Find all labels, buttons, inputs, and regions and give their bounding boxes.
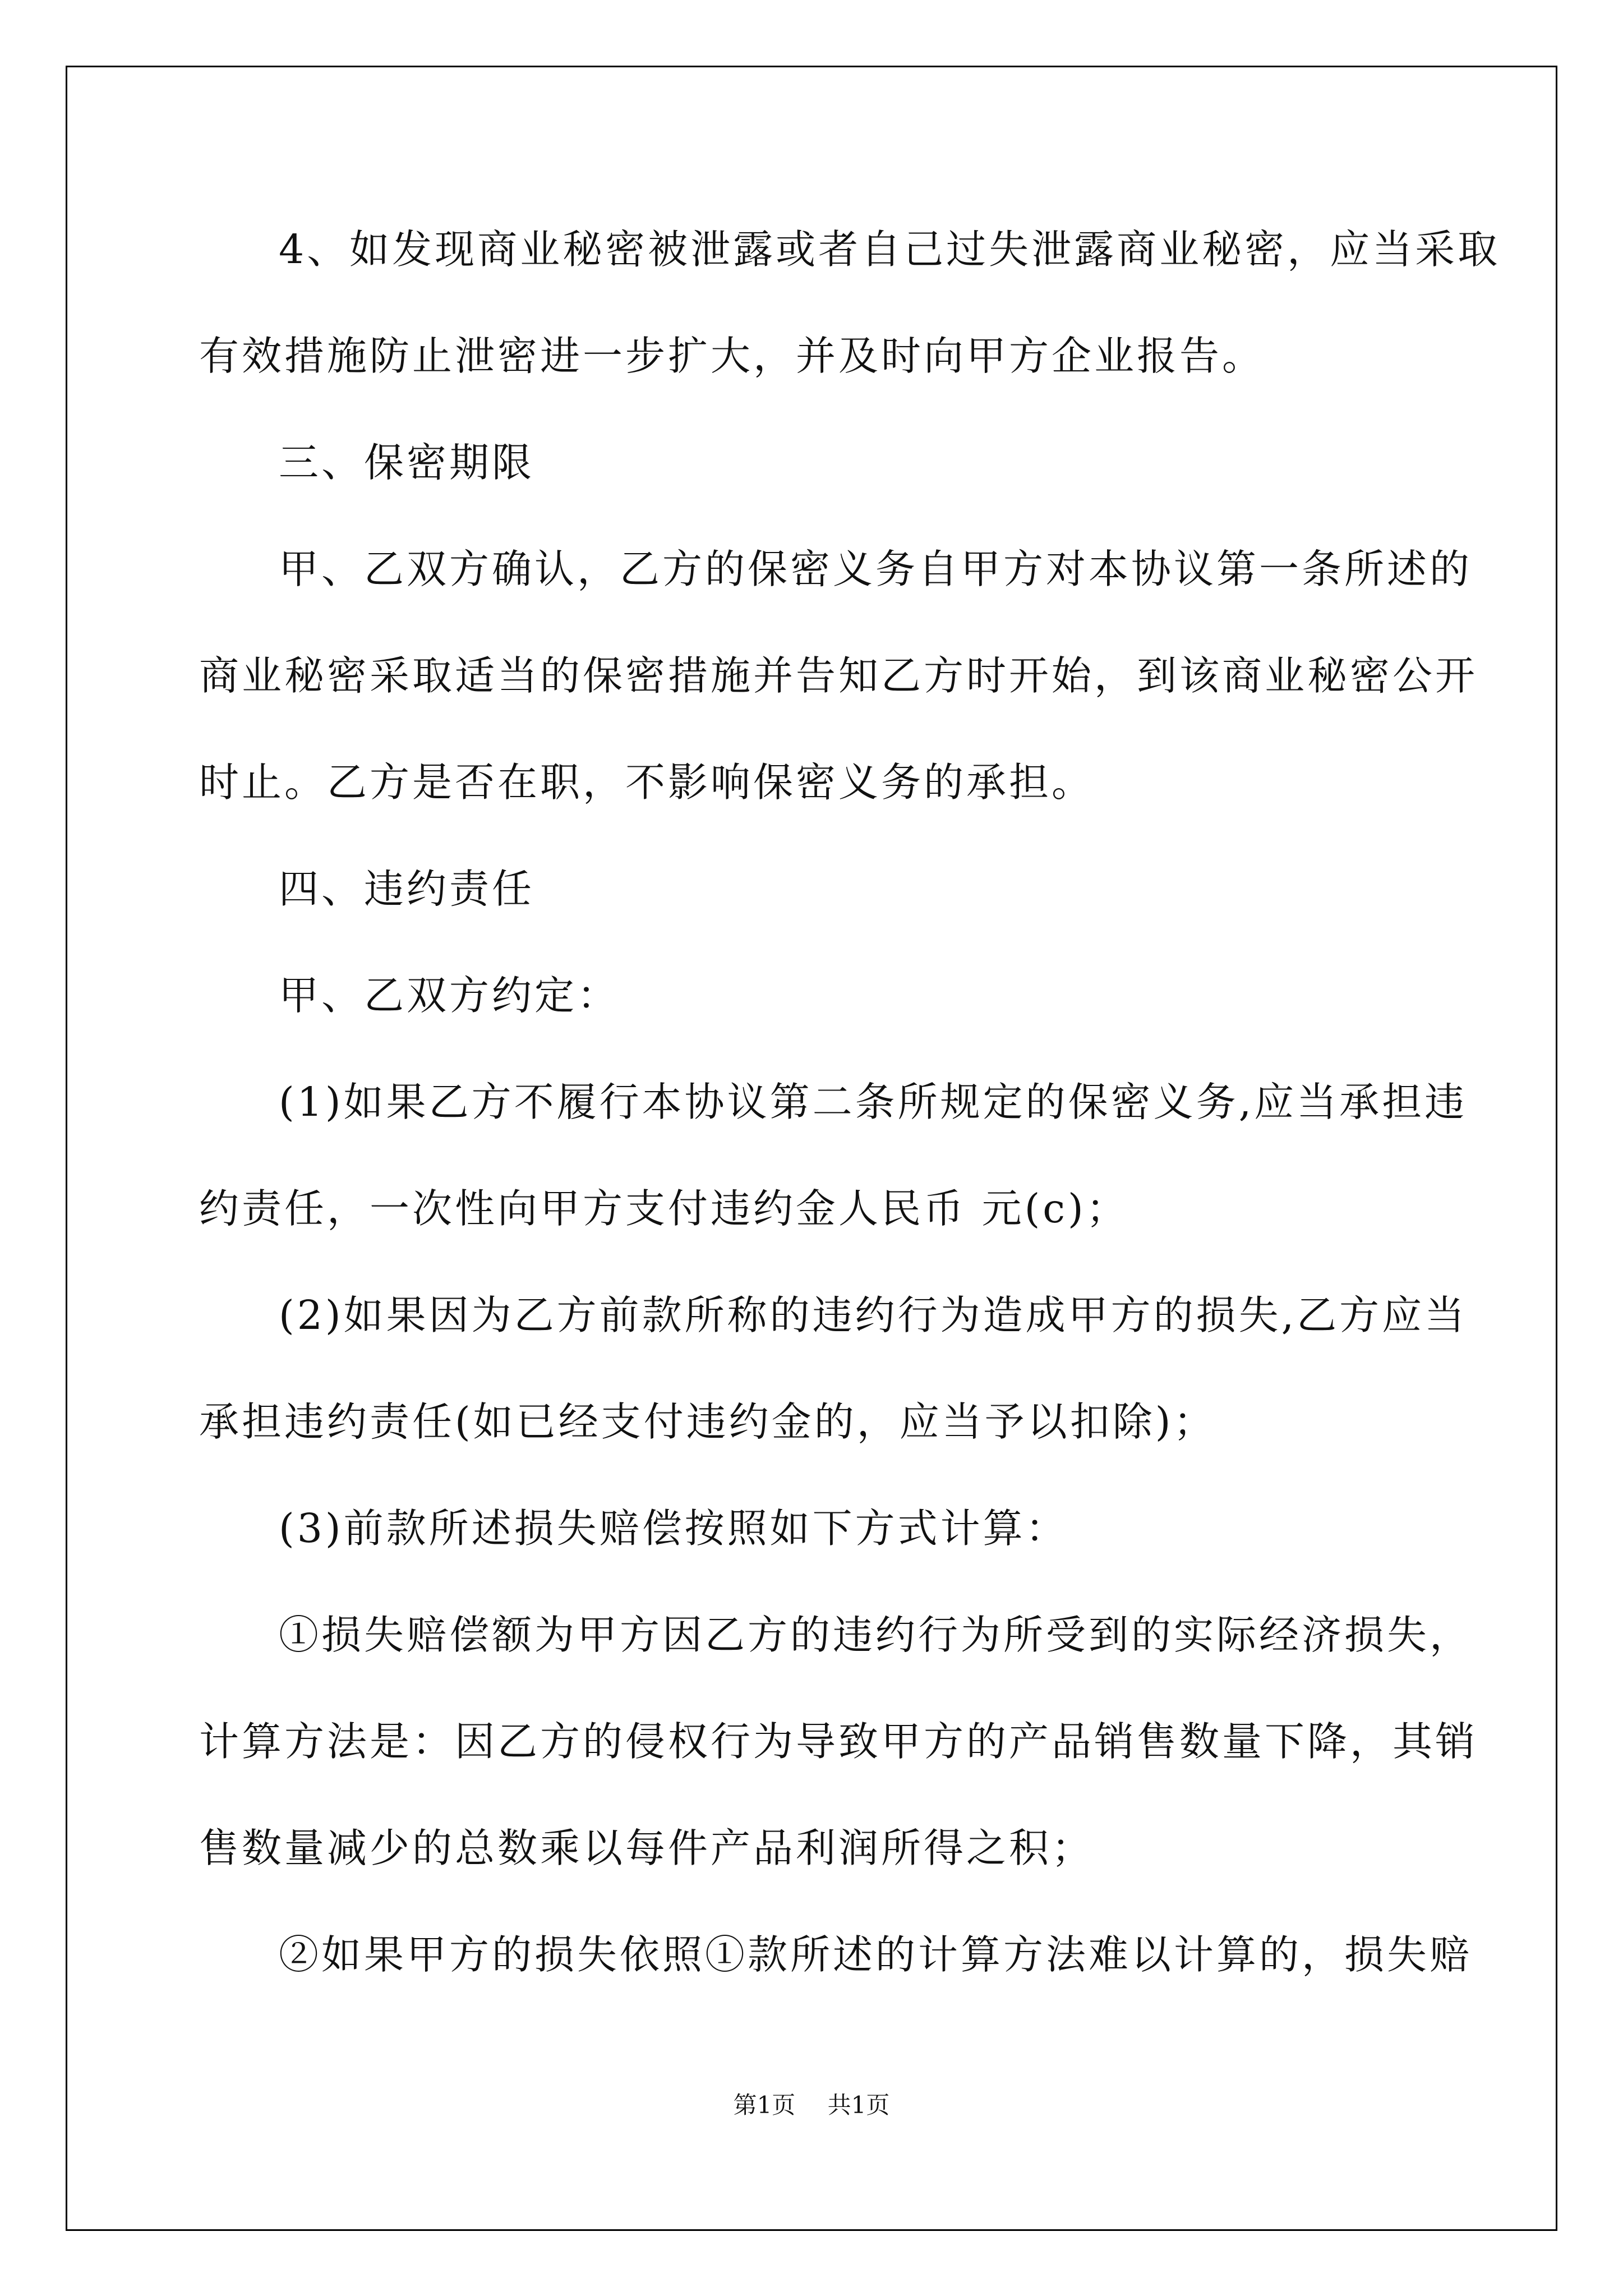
paragraph-line: 商业秘密采取适当的保密措施并告知乙方时开始，到该商业秘密公开 bbox=[199, 652, 1478, 699]
paragraph-line: 约责任，一次性向甲方支付违约金人民币 元(c)； bbox=[199, 1185, 1129, 1232]
paragraph-line: ①损失赔偿额为甲方因乙方的违约行为所受到的实际经济损失， bbox=[279, 1612, 1473, 1658]
page-border bbox=[66, 66, 1557, 2231]
paragraph-line: 甲、乙双方确认，乙方的保密义务自甲方对本协议第一条所述的 bbox=[279, 546, 1473, 592]
page-total: 共1页 bbox=[827, 2091, 890, 2119]
section-heading: 四、违约责任 bbox=[279, 866, 535, 912]
paragraph-line: 计算方法是：因乙方的侵权行为导致甲方的产品销售数量下降，其销 bbox=[199, 1718, 1478, 1765]
paragraph-line: ②如果甲方的损失依照①款所述的计算方法难以计算的，损失赔 bbox=[279, 1931, 1473, 1978]
paragraph-line: 售数量减少的总数乘以每件产品利润所得之积； bbox=[199, 1825, 1095, 1871]
paragraph-line: (1)如果乙方不履行本协议第二条所规定的保密义务,应当承担违 bbox=[279, 1079, 1468, 1125]
section-heading: 三、保密期限 bbox=[279, 439, 535, 486]
page-footer bbox=[0, 2087, 1623, 2120]
page-number: 第1页 bbox=[733, 2091, 796, 2119]
paragraph-line: (2)如果因为乙方前款所称的违约行为造成甲方的损失,乙方应当 bbox=[279, 1292, 1468, 1338]
paragraph-line: 时止。乙方是否在职，不影响保密义务的承担。 bbox=[199, 759, 1095, 806]
paragraph-line: 承担违约责任(如已经支付违约金的，应当予以扣除)； bbox=[199, 1398, 1216, 1445]
paragraph-line: 甲、乙双方约定： bbox=[279, 972, 620, 1019]
paragraph-line: (3)前款所述损失赔偿按照如下方式计算： bbox=[279, 1505, 1068, 1552]
paragraph-line: 有效措施防止泄密进一步扩大，并及时向甲方企业报告。 bbox=[199, 333, 1265, 379]
paragraph-line: 4、如发现商业秘密被泄露或者自己过失泄露商业秘密，应当采取 bbox=[279, 226, 1501, 273]
